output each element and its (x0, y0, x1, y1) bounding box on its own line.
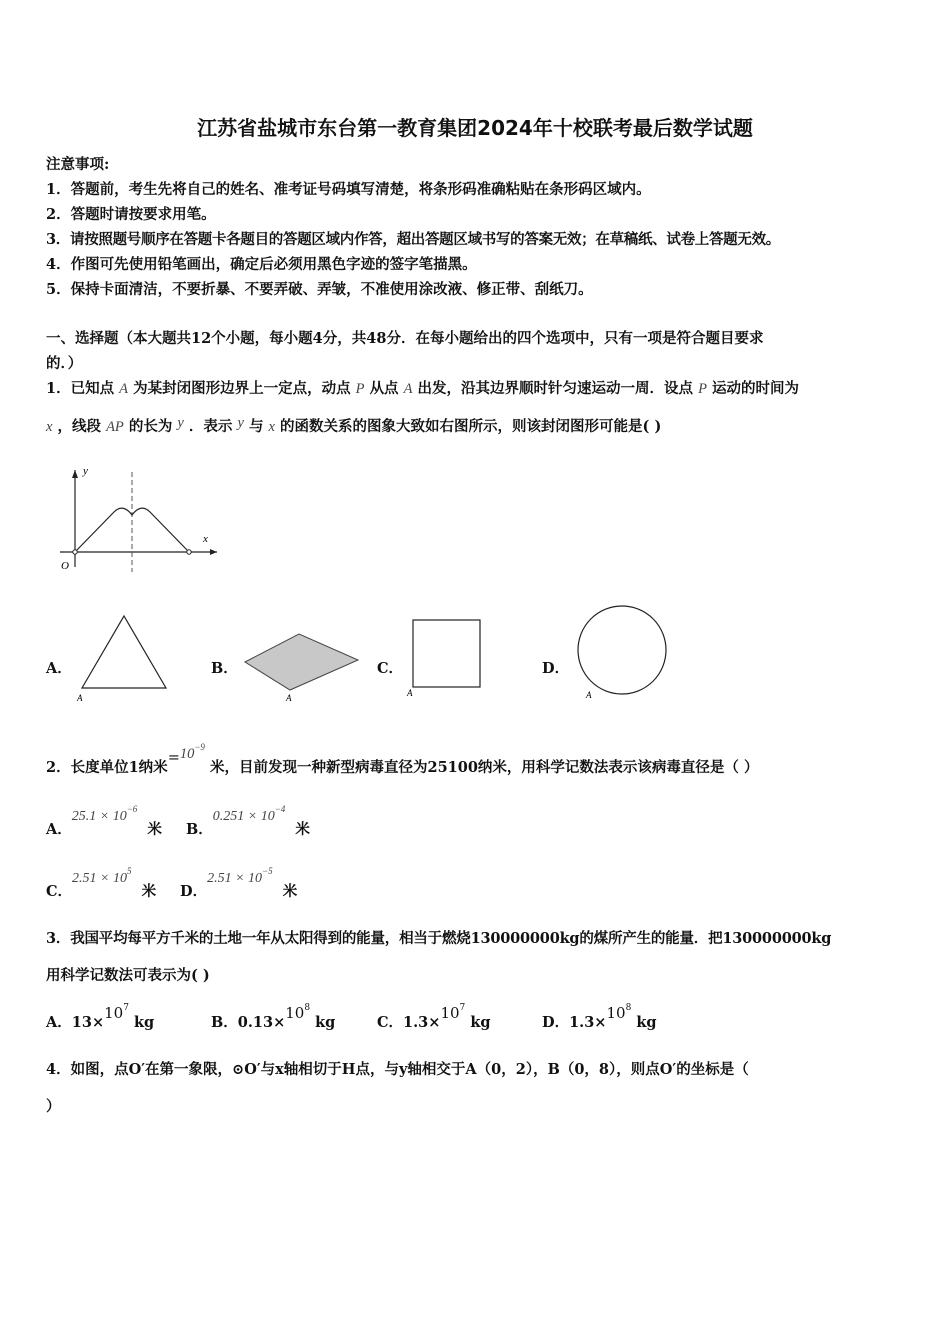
rhombus-shape (245, 634, 358, 690)
option-base: 10 (440, 1004, 460, 1022)
var-y: y (177, 415, 184, 431)
notice-item: 1．答题前，考生先将自己的姓名、准考证号码填写清楚，将条形码准确粘贴在条形码区域内。 (46, 181, 651, 198)
option-coef: 1.3× (403, 1014, 441, 1031)
start-point (73, 550, 77, 554)
option-label: C． (377, 1014, 404, 1031)
option-value: 0.251 × 10 (212, 809, 275, 824)
option-unit: kg (315, 1014, 336, 1031)
option-exp: −4 (274, 804, 286, 814)
var-x: x (46, 419, 53, 435)
option-c-figure (405, 615, 487, 700)
point-label: A (77, 693, 83, 703)
option-base: 10 (606, 1004, 626, 1022)
option-a-label: A． (46, 660, 72, 677)
option-exp: 5 (127, 866, 132, 876)
option-unit: kg (133, 1014, 155, 1031)
y-axis-arrow-icon (72, 470, 78, 478)
q3-option-d (542, 1003, 657, 1032)
page-title: 江苏省盐城市东台第一教育集团2024年十校联考最后数学试题 (197, 116, 753, 140)
q1-text: 的函数关系的图象大致如右图所示，则该封闭图形可能是( ) (280, 418, 662, 435)
option-b-figure (240, 628, 365, 706)
option-exp: 8 (625, 1003, 632, 1013)
q3-option-b (211, 1003, 336, 1032)
option-unit: 米 (295, 821, 310, 838)
var-A: A (403, 381, 413, 397)
option-unit: 米 (147, 821, 162, 838)
origin-label: O (61, 560, 69, 572)
option-unit: kg (636, 1014, 657, 1031)
option-label: B． (186, 821, 213, 838)
notice-item: 4．作图可先使用铅笔画出，确定后必须用黑色字迹的签字笔描黑。 (46, 256, 477, 273)
q1-text: 从点 (369, 380, 399, 397)
option-value: 2.51 × 10 (72, 871, 127, 886)
var-x: x (268, 419, 275, 435)
var-AP: AP (106, 419, 124, 435)
option-value: 2.51 × 10 (207, 871, 263, 886)
q1-text: ．表示 (188, 418, 233, 435)
q3-option-a (46, 1003, 155, 1032)
q1-text: 的长为 (128, 418, 173, 435)
option-exp: −5 (262, 866, 273, 876)
section-heading: 一、选择题（本大题共12个小题，每小题4分，共48分．在每小题给出的四个选项中，只有一项是符合题目要求 (46, 330, 764, 347)
point-label: A (586, 690, 592, 700)
option-exp: −6 (126, 804, 138, 814)
q2-power-exp: −9 (194, 742, 205, 752)
circle-shape (578, 606, 666, 694)
end-point (187, 550, 191, 554)
option-value: 25.1 × 10 (71, 809, 127, 824)
var-A: A (119, 381, 129, 397)
option-coef: 1.3× (569, 1014, 607, 1031)
question-2 (46, 742, 759, 777)
q1-text: 出发，沿其边界顺时针匀速运动一周．设点 (417, 380, 694, 397)
question-1-line-2 (46, 415, 661, 436)
point-label: A (407, 688, 413, 698)
q3-option-c (377, 1003, 491, 1032)
option-exp: 7 (123, 1003, 129, 1013)
option-c-label: C． (377, 660, 404, 677)
q2-text: 2．长度单位1纳米 (46, 759, 168, 776)
y-axis-label: y (83, 465, 88, 477)
var-P: P (698, 381, 707, 397)
square-shape (413, 620, 480, 687)
question-3-line-1: 3．我国平均每平方千米的土地一年从太阳得到的能量，相当于燃烧130000000kg的煤所产生的能量．把130000000kg (46, 930, 832, 947)
q2-equals: = (167, 750, 180, 766)
option-unit: 米 (141, 883, 157, 900)
var-P: P (355, 381, 365, 397)
q2-power-base: 10 (179, 746, 195, 762)
option-a-figure (74, 608, 174, 703)
point-label: A (286, 693, 292, 703)
option-unit: 米 (282, 883, 298, 900)
q1-text: 运动的时间为 (712, 380, 800, 397)
option-unit: kg (470, 1014, 491, 1031)
option-label: D． (542, 1014, 570, 1031)
q1-text: 为某封闭图形边界上一定点，动点 (133, 380, 351, 397)
option-d-figure (575, 603, 672, 700)
option-exp: 7 (459, 1003, 466, 1013)
option-exp: 8 (304, 1003, 311, 1013)
option-coef: 0.13× (237, 1014, 286, 1031)
question-4-line-2: ） (46, 1098, 61, 1115)
option-d-label: D． (542, 660, 570, 677)
q1-text: ，线段 (57, 418, 101, 435)
q2-text: 米，目前发现一种新型病毒直径为25100纳米，用科学记数法表示该病毒直径是（ ） (209, 759, 759, 776)
option-coef: 13× (71, 1014, 105, 1031)
notice-item: 2．答题时请按要求用笔。 (46, 206, 216, 223)
option-b-label: B． (211, 660, 238, 677)
notice-item: 3．请按照题号顺序在答题卡各题目的答题区域内作答，超出答题区域书写的答案无效；在草稿纸、试卷上答题无效。 (46, 231, 780, 248)
var-y: y (237, 415, 244, 431)
option-label: A． (46, 821, 72, 838)
q1-text: 与 (248, 418, 264, 435)
option-label: A． (46, 1014, 72, 1031)
q1-text: 1．已知点 (46, 380, 115, 397)
option-label: D． (180, 883, 208, 900)
option-base: 10 (285, 1004, 305, 1022)
function-graph (52, 462, 222, 574)
question-4-line-1: 4．如图，点O′在第一象限，⊙O′与x轴相切于H点，与y轴相交于A（0，2），B（0，8），则点O′的坐标是（ (46, 1061, 749, 1078)
x-axis-label: x (203, 533, 208, 545)
notice-item: 5．保持卡面清洁，不要折暴、不要弄破、弄皱，不准使用涂改液、修正带、刮纸刀。 (46, 281, 593, 298)
option-label: C． (46, 883, 73, 900)
question-1-line-1 (46, 377, 799, 398)
option-base: 10 (104, 1004, 124, 1022)
triangle-shape (82, 616, 166, 688)
x-axis-arrow-icon (210, 549, 217, 555)
section-heading-cont: 的．） (46, 355, 83, 372)
question-3-line-2: 用科学记数法可表示为( ) (46, 967, 210, 984)
notice-heading: 注意事项: (46, 156, 110, 173)
option-label: B． (211, 1014, 238, 1031)
